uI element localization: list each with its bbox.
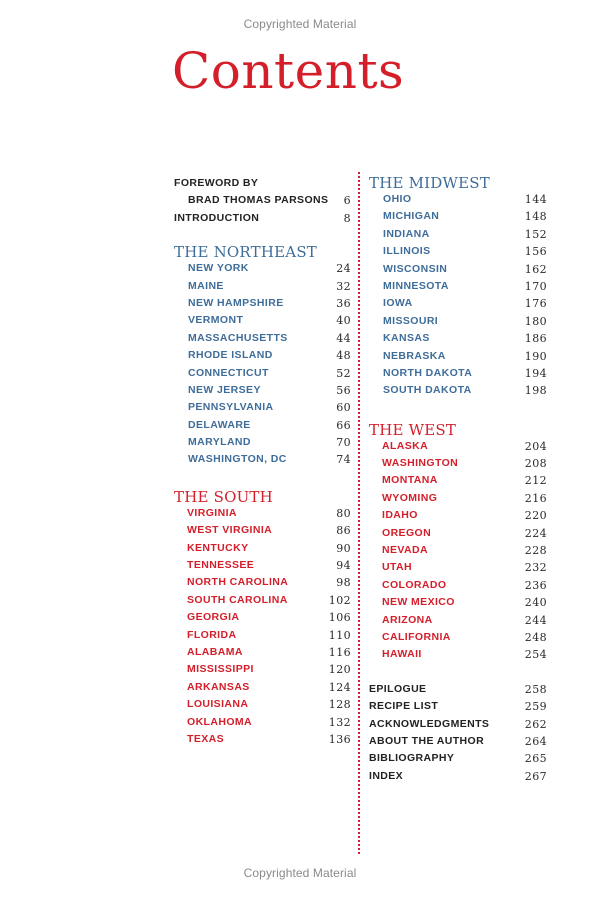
toc-entry-label: TEXAS bbox=[187, 732, 225, 745]
toc-entry-page: 212 bbox=[524, 474, 547, 488]
toc-entry-page: 236 bbox=[524, 578, 547, 592]
toc-entry-label: NEW YORK bbox=[188, 262, 249, 275]
toc-entry-rhode-island[interactable] bbox=[174, 347, 351, 364]
toc-entry-label: MISSOURI bbox=[383, 314, 439, 327]
toc-entry-california[interactable] bbox=[369, 629, 547, 646]
toc-entry-oregon[interactable] bbox=[369, 525, 547, 542]
toc-entry-missouri[interactable] bbox=[369, 313, 547, 330]
toc-entry-index[interactable] bbox=[369, 768, 547, 785]
northeast-list bbox=[174, 260, 351, 469]
toc-entry-page: 6 bbox=[343, 194, 351, 208]
toc-entry-delaware[interactable] bbox=[174, 417, 351, 434]
toc-entry-page: 8 bbox=[343, 211, 351, 225]
toc-entry-label: DELAWARE bbox=[188, 418, 251, 431]
toc-entry-page: 248 bbox=[524, 630, 547, 644]
toc-entry-montana[interactable] bbox=[369, 472, 547, 489]
toc-entry-virginia[interactable] bbox=[174, 505, 351, 522]
toc-entry-washington-dc[interactable] bbox=[174, 451, 351, 468]
toc-entry-west-virginia[interactable] bbox=[174, 522, 351, 539]
toc-entry-label: ALASKA bbox=[382, 439, 429, 452]
toc-entry-new-hampshire[interactable] bbox=[174, 295, 351, 312]
toc-entry-label: MARYLAND bbox=[188, 436, 251, 449]
toc-entry-north-dakota[interactable] bbox=[369, 365, 547, 382]
toc-entry-arkansas[interactable] bbox=[174, 679, 351, 696]
toc-entry-label: MAINE bbox=[188, 279, 224, 292]
toc-entry-louisiana[interactable] bbox=[174, 696, 351, 713]
toc-right-column bbox=[369, 173, 547, 785]
toc-entry-page: 132 bbox=[328, 715, 351, 729]
toc-entry-page: 60 bbox=[336, 401, 351, 415]
section-heading-west[interactable]: THE WEST bbox=[369, 420, 457, 439]
south-list bbox=[174, 505, 351, 748]
toc-entry-page: 86 bbox=[336, 524, 351, 538]
toc-entry-page: 44 bbox=[336, 331, 351, 345]
toc-entry-north-carolina[interactable] bbox=[174, 574, 351, 591]
toc-entry-label: ARKANSAS bbox=[187, 680, 250, 693]
toc-entry-page: 259 bbox=[524, 700, 547, 714]
toc-entry-label: TENNESSEE bbox=[187, 559, 255, 572]
toc-entry-label: FLORIDA bbox=[187, 628, 237, 641]
toc-entry-page: 254 bbox=[524, 648, 547, 662]
toc-entry-label: HAWAII bbox=[382, 648, 422, 661]
toc-entry-page: 124 bbox=[328, 680, 351, 694]
toc-entry-label: PENNSYLVANIA bbox=[188, 401, 274, 414]
toc-entry-page: 186 bbox=[524, 332, 547, 346]
toc-entry-label: OHIO bbox=[383, 193, 412, 205]
toc-entry-page: 144 bbox=[524, 193, 547, 206]
toc-entry-introduction[interactable] bbox=[174, 210, 351, 227]
toc-entry-page: 208 bbox=[524, 457, 547, 471]
toc-entry-epilogue[interactable] bbox=[369, 681, 547, 698]
toc-entry-bibliography[interactable] bbox=[369, 750, 547, 767]
toc-entry-illinois[interactable] bbox=[369, 243, 547, 260]
toc-entry-page: 80 bbox=[336, 506, 351, 520]
toc-entry-label: CALIFORNIA bbox=[382, 630, 451, 643]
toc-entry-page: 32 bbox=[336, 279, 351, 293]
toc-entry-page: 98 bbox=[336, 576, 351, 590]
toc-entry-label: FOREWORD BY bbox=[174, 177, 259, 189]
toc-entry-label: VIRGINIA bbox=[187, 506, 237, 519]
toc-entry-page: 194 bbox=[524, 366, 547, 380]
toc-entry-page: 90 bbox=[336, 541, 351, 555]
toc-entry-page: 170 bbox=[524, 279, 547, 293]
toc-entry-wisconsin[interactable] bbox=[369, 261, 547, 278]
toc-entry-label: ILLINOIS bbox=[383, 245, 431, 258]
toc-entry-page: 198 bbox=[524, 384, 547, 398]
toc-entry-page: 232 bbox=[524, 561, 547, 575]
toc-entry-maine[interactable] bbox=[174, 278, 351, 295]
toc-entry-label: WYOMING bbox=[382, 491, 438, 504]
toc-entry-new-mexico[interactable] bbox=[369, 594, 547, 611]
dotted-column-divider bbox=[358, 172, 360, 854]
toc-entry-florida[interactable] bbox=[174, 627, 351, 644]
toc-entry-vermont[interactable] bbox=[174, 312, 351, 329]
toc-entry-label: RECIPE LIST bbox=[369, 700, 439, 713]
toc-entry-label: OKLAHOMA bbox=[187, 715, 253, 728]
toc-entry-page: 24 bbox=[336, 262, 351, 276]
toc-entry-idaho[interactable] bbox=[369, 507, 547, 524]
toc-entry-label: CONNECTICUT bbox=[188, 366, 269, 379]
section-heading-south[interactable]: THE SOUTH bbox=[174, 487, 273, 506]
toc-entry-label: MICHIGAN bbox=[383, 210, 440, 223]
toc-entry-page: 40 bbox=[336, 314, 351, 328]
toc-entry-label: ARIZONA bbox=[382, 613, 433, 626]
toc-left-column bbox=[174, 175, 351, 748]
toc-entry-wyoming[interactable] bbox=[369, 490, 547, 507]
toc-entry-label: SOUTH CAROLINA bbox=[187, 593, 288, 606]
toc-entry-label: ALABAMA bbox=[187, 645, 243, 658]
toc-entry-page: 66 bbox=[336, 418, 351, 432]
toc-entry-page: 116 bbox=[328, 645, 351, 659]
toc-entry-kentucky[interactable] bbox=[174, 540, 351, 557]
toc-entry-label: MONTANA bbox=[382, 474, 438, 487]
toc-entry-maryland[interactable] bbox=[174, 434, 351, 451]
toc-entry-kansas[interactable] bbox=[369, 330, 547, 347]
toc-entry-page: 228 bbox=[524, 544, 547, 558]
toc-entry-page: 74 bbox=[336, 453, 351, 467]
toc-entry-alabama[interactable] bbox=[174, 644, 351, 661]
toc-entry-label: VERMONT bbox=[188, 314, 244, 327]
toc-entry-label: KANSAS bbox=[383, 332, 430, 345]
page-title: Contents bbox=[172, 42, 405, 100]
toc-entry-label: INDEX bbox=[369, 769, 404, 782]
toc-entry-page: 56 bbox=[336, 383, 351, 397]
copyright-watermark-bottom: Copyrighted Material bbox=[243, 866, 357, 880]
toc-entry-pennsylvania[interactable] bbox=[174, 399, 351, 416]
toc-entry-recipe-list[interactable] bbox=[369, 698, 547, 715]
toc-entry-new-york[interactable] bbox=[174, 260, 351, 277]
west-list bbox=[369, 438, 547, 664]
toc-entry-oklahoma[interactable] bbox=[174, 714, 351, 731]
toc-entry-label: OREGON bbox=[382, 526, 432, 539]
toc-entry-mississippi[interactable] bbox=[174, 661, 351, 678]
toc-entry-page: 220 bbox=[524, 509, 547, 523]
toc-entry-label: NORTH DAKOTA bbox=[383, 366, 473, 379]
toc-entry-nevada[interactable] bbox=[369, 542, 547, 559]
toc-entry-page: 136 bbox=[328, 732, 351, 746]
toc-entry-label: NEVADA bbox=[382, 544, 428, 557]
toc-entry-page: 110 bbox=[328, 628, 351, 642]
toc-entry-page: 264 bbox=[524, 734, 547, 748]
toc-entry-acknowledgments[interactable] bbox=[369, 716, 547, 733]
toc-entry-page: 102 bbox=[328, 593, 351, 607]
toc-entry-foreword[interactable] bbox=[174, 175, 351, 192]
toc-entry-label: WISCONSIN bbox=[383, 262, 448, 275]
toc-entry-label: INDIANA bbox=[383, 227, 430, 240]
toc-entry-label: NEW HAMPSHIRE bbox=[188, 296, 284, 309]
toc-entry-page: 52 bbox=[336, 366, 351, 380]
toc-entry-label: BIBLIOGRAPHY bbox=[369, 752, 455, 765]
toc-entry-label: RHODE ISLAND bbox=[188, 349, 273, 362]
toc-entry-page: 36 bbox=[336, 296, 351, 310]
toc-entry-page: 267 bbox=[524, 769, 547, 783]
midwest-list bbox=[369, 191, 547, 400]
toc-entry-page: 180 bbox=[524, 314, 547, 328]
toc-entry-page: 148 bbox=[524, 210, 547, 224]
toc-entry-page: 156 bbox=[524, 245, 547, 259]
toc-entry-tennessee[interactable] bbox=[174, 557, 351, 574]
toc-entry-connecticut[interactable] bbox=[174, 365, 351, 382]
toc-entry-foreword-author[interactable] bbox=[174, 192, 351, 209]
toc-entry-hawaii[interactable] bbox=[369, 646, 547, 663]
toc-entry-georgia[interactable] bbox=[174, 609, 351, 626]
back-matter-list bbox=[369, 681, 547, 785]
toc-entry-south-carolina[interactable] bbox=[174, 592, 351, 609]
toc-entry-label: BRAD THOMAS PARSONS bbox=[188, 194, 329, 207]
toc-entry-minnesota[interactable] bbox=[369, 278, 547, 295]
toc-entry-page: 120 bbox=[328, 663, 351, 677]
toc-entry-label: NEBRASKA bbox=[383, 349, 446, 362]
toc-entry-page: 48 bbox=[336, 349, 351, 363]
toc-entry-label: NEW JERSEY bbox=[188, 383, 261, 396]
toc-entry-page: 224 bbox=[524, 526, 547, 540]
toc-entry-arizona[interactable] bbox=[369, 612, 547, 629]
toc-entry-label: NORTH CAROLINA bbox=[187, 576, 289, 589]
toc-entry-south-dakota[interactable] bbox=[369, 382, 547, 399]
toc-entry-label: EPILOGUE bbox=[369, 682, 427, 695]
toc-entry-nebraska[interactable] bbox=[369, 348, 547, 365]
toc-entry-label: MINNESOTA bbox=[383, 279, 449, 292]
toc-entry-washington[interactable] bbox=[369, 455, 547, 472]
toc-entry-label: COLORADO bbox=[382, 578, 447, 591]
toc-entry-page: 176 bbox=[524, 297, 547, 311]
toc-entry-label: WASHINGTON, DC bbox=[188, 453, 287, 466]
toc-entry-page: 216 bbox=[524, 491, 547, 505]
section-heading-northeast[interactable]: THE NORTHEAST bbox=[174, 243, 318, 262]
toc-entry-label: SOUTH DAKOTA bbox=[383, 384, 472, 397]
section-heading-midwest[interactable]: THE MIDWEST bbox=[369, 174, 490, 192]
toc-entry-label: INTRODUCTION bbox=[174, 211, 260, 224]
toc-entry-label: ACKNOWLEDGMENTS bbox=[369, 717, 490, 730]
toc-entry-label: GEORGIA bbox=[187, 611, 240, 624]
toc-entry-page: 190 bbox=[524, 349, 547, 363]
toc-entry-page: 162 bbox=[524, 262, 547, 276]
toc-entry-iowa[interactable] bbox=[369, 295, 547, 312]
toc-entry-label: LOUISIANA bbox=[187, 698, 249, 711]
toc-entry-indiana[interactable] bbox=[369, 226, 547, 243]
copyright-watermark-top: Copyrighted Material bbox=[243, 17, 357, 31]
toc-entry-colorado[interactable] bbox=[369, 577, 547, 594]
toc-entry-ohio[interactable] bbox=[369, 191, 547, 208]
toc-entry-label: WEST VIRGINIA bbox=[187, 524, 273, 537]
toc-entry-label: WASHINGTON bbox=[382, 457, 459, 470]
toc-entry-label: MISSISSIPPI bbox=[187, 663, 254, 676]
toc-entry-utah[interactable] bbox=[369, 559, 547, 576]
toc-entry-label: IOWA bbox=[383, 297, 413, 310]
toc-entry-about-the-author[interactable] bbox=[369, 733, 547, 750]
toc-entry-alaska[interactable] bbox=[369, 438, 547, 455]
toc-entry-label: KENTUCKY bbox=[187, 541, 249, 554]
toc-entry-page: 152 bbox=[524, 227, 547, 241]
toc-entry-page: 70 bbox=[336, 436, 351, 450]
toc-entry-page: 258 bbox=[524, 682, 547, 696]
toc-entry-page: 240 bbox=[524, 596, 547, 610]
toc-entry-label: ABOUT THE AUTHOR bbox=[369, 734, 485, 747]
toc-entry-page: 262 bbox=[524, 717, 547, 731]
toc-entry-page: 204 bbox=[524, 439, 547, 453]
toc-entry-page: 244 bbox=[524, 613, 547, 627]
toc-entry-new-jersey[interactable] bbox=[174, 382, 351, 399]
toc-entry-label: IDAHO bbox=[382, 509, 418, 522]
toc-entry-label: UTAH bbox=[382, 561, 412, 574]
toc-entry-page: 94 bbox=[336, 559, 351, 573]
toc-entry-massachusetts[interactable] bbox=[174, 330, 351, 347]
toc-entry-michigan[interactable] bbox=[369, 208, 547, 225]
toc-entry-texas[interactable] bbox=[174, 731, 351, 748]
toc-entry-page: 106 bbox=[328, 611, 351, 625]
toc-entry-page: 128 bbox=[328, 698, 351, 712]
toc-entry-label: MASSACHUSETTS bbox=[188, 331, 288, 344]
toc-entry-page: 265 bbox=[524, 752, 547, 766]
toc-entry-label: NEW MEXICO bbox=[382, 596, 455, 609]
